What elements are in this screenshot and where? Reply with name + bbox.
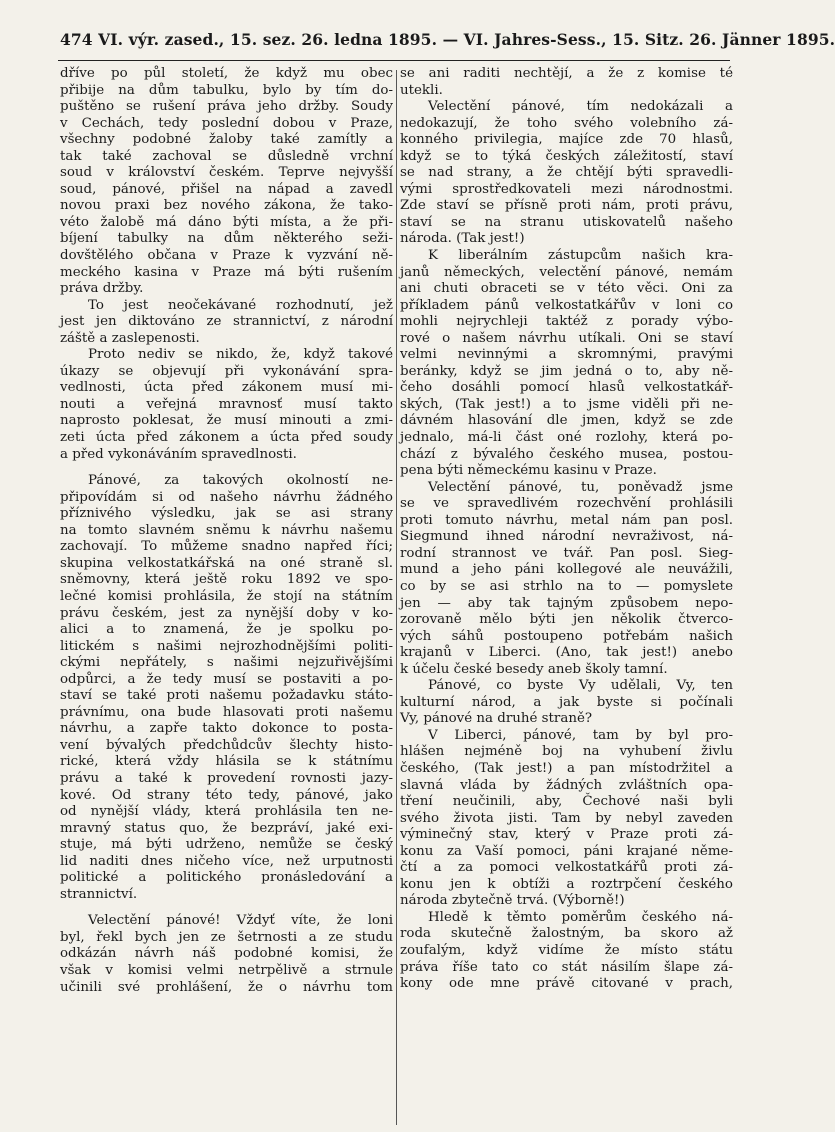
text-line: nouti a veřejná mravnosť musí takto: [60, 396, 393, 412]
text-line: vých sáhů postoupeno potřebám našich: [400, 628, 733, 644]
text-line: se nad strany, a že chtějí býti spravedli-: [400, 165, 733, 181]
text-line: byl, řekl bych jen ze šetrnosti a ze studu: [60, 929, 393, 945]
text-line: dávném hlasování dle jmen, když se zde: [400, 413, 733, 429]
text-line: když se to týká českých záležitostí, staví: [400, 148, 733, 164]
text-line: politické a politického pronásledování a: [60, 870, 393, 886]
text-line: nedokazují, že toho svého volebního zá-: [400, 115, 733, 131]
text-line: se ani raditi nechtějí, a že z komise té: [400, 66, 733, 81]
text-line: ských, (Tak jest!) a to jsme viděli při ne-: [400, 396, 733, 412]
text-line: svého života jisti. Tam by nebyl zaveden: [400, 810, 733, 826]
text-line: ani chuti obraceti se v této věci. Oni za: [400, 281, 733, 297]
text-line: hlášen nejméně boj na vyhubení živlu: [400, 744, 733, 760]
text-line: učinili své prohlášení, že o návrhu tom: [60, 979, 393, 995]
text-line: co by se asi strhlo na to — pomyslete: [400, 578, 733, 594]
text-line: bíjení tabulky na dům některého seži-: [60, 231, 393, 247]
text-line: Hledě k těmto poměrům českého ná-: [428, 909, 733, 925]
text-line: Vy, pánové na druhé straně?: [400, 711, 593, 727]
text-line: odkázán návrh náš podobné komisi, že: [60, 946, 393, 962]
text-line: práva držby.: [60, 281, 144, 297]
text-line: alici a to znamená, že je spolku po-: [60, 622, 393, 638]
text-line: lid naditi dnes ničeho více, než urputnosti: [60, 853, 393, 869]
text-line: beránky, když se jim jedná o to, aby ně-: [400, 363, 733, 379]
text-line: v Cechách, tedy poslední dobou v Praze,: [60, 115, 393, 131]
text-line: ckými nepřátely, s našimi nejzuřivějšími: [60, 655, 393, 671]
text-line: připovídám si od našeho návrhu žádného: [60, 489, 393, 505]
text-line: proti tomuto návrhu, metal nám pan posl.: [400, 512, 733, 528]
text-line: dříve po půl století, že když mu obec: [60, 66, 393, 81]
text-line: odpůrci, a že tedy musí se postaviti a po-: [60, 671, 393, 687]
text-line: zeti úcta před zákonem a úcta před soudy: [60, 430, 393, 446]
text-line: mohli nejrychleji taktéž z porady výbo-: [400, 314, 733, 330]
right-column: [400, 66, 733, 1126]
text-line: vedlnosti, úcta před zákonem musí mi-: [60, 380, 393, 396]
text-line: meckého kasina v Praze má býti rušením: [60, 264, 393, 280]
text-line: zoufalým, když vidíme že místo státu: [400, 942, 733, 958]
text-line: práva říše tato co stát násilím šlape zá-: [400, 959, 733, 975]
text-line: K liberálním zástupcům našich kra-: [428, 248, 733, 264]
text-line: naprosto poklesat, že musí minouti a zmi-: [60, 413, 393, 429]
text-line: chází z bývalého českého musea, postou-: [400, 446, 733, 462]
text-line: národa. (Tak jest!): [400, 231, 525, 247]
text-line: příkladem pánů velkostatkářův v loni co: [400, 297, 733, 313]
text-line: soud v království českém. Teprve nejvyšší: [60, 165, 393, 181]
paragraph-gap: [60, 903, 393, 913]
text-line: Pánové, co byste Vy udělali, Vy, ten: [428, 678, 733, 694]
text-line: čeho dosáhli pomocí hlasů velkostatkář-: [400, 380, 733, 396]
text-line: od nynější vlády, která prohlásila ten ne-: [60, 804, 393, 820]
text-line: záště a zaslepenosti.: [60, 330, 200, 346]
text-line: roda skutečně žalostným, ba skoro až: [400, 926, 733, 942]
left-column: [60, 66, 393, 1126]
header-rule: [58, 60, 730, 61]
text-line: mund a jeho páni kollegové ale neuvážili,: [400, 562, 733, 578]
text-line: právu a také k provedení rovnosti jazy-: [60, 770, 393, 786]
text-line: Pánové, za takových okolností ne-: [88, 473, 393, 489]
text-line: velmi nevinnými a skromnými, pravými: [400, 347, 733, 363]
text-line: na tomto slavném sněmu k návrhu našemu: [60, 522, 393, 538]
text-line: pena býti německému kasinu v Praze.: [400, 463, 657, 479]
text-line: janů německých, velectění pánové, nemám: [400, 264, 733, 280]
text-line: však v komisi velmi netrpělivě a strnule: [60, 962, 393, 978]
text-line: Zde staví se přísně proti nám, proti právu,: [400, 198, 733, 214]
text-line: vými sprostředkovateli mezi národnostmi.: [400, 181, 733, 197]
text-line: slavná vláda by žádných zvláštních opa-: [400, 777, 733, 793]
page-header: 474 VI. výr. zased., 15. sez. 26. ledna 1895. — VI. Jahres-Sess., 15. Sitz. 26. Jänner 1895.: [60, 30, 835, 49]
text-line: čtí a za pomoci velkostatkářů proti zá-: [400, 860, 733, 876]
text-line: staví se také proti našemu požadavku státo-: [60, 688, 393, 704]
paragraph-gap: [60, 463, 393, 473]
text-line: všechny podobné žaloby také zamítly a: [60, 132, 393, 148]
text-line: právu českém, jest za nynější doby v ko-: [60, 605, 393, 621]
text-line: tření neučinili, aby, Čechové naši byli: [400, 794, 733, 810]
column-divider: [396, 70, 397, 1125]
text-line: se ve spravedlivém rozechvění prohlásili: [400, 496, 733, 512]
text-line: právnímu, ona bude hlasovati proti našemu: [60, 704, 393, 720]
text-line: véto žalobě má dáno býti místa, a že při-: [60, 214, 393, 230]
text-line: kové. Od strany této tedy, pánové, jako: [60, 787, 393, 803]
text-line: konu za Vaší pomoci, páni krajané něme-: [400, 843, 733, 859]
text-line: jen — aby tak tajným způsobem nepo-: [400, 595, 733, 611]
text-line: tak také zachoval se důsledně vrchní: [60, 148, 393, 164]
text-line: Velectění pánové! Vždyť víte, že loni: [88, 913, 393, 929]
text-line: utekli.: [400, 82, 443, 98]
text-line: jest jen diktováno ze strannictví, z národní: [60, 314, 393, 330]
text-line: staví se na stranu utiskovatelů našeho: [400, 214, 733, 230]
text-line: a před vykonáváním spravedlnosti.: [60, 446, 297, 462]
text-line: českého, (Tak jest!) a pan místodržitel a: [400, 760, 733, 776]
text-line: konu jen k obtíži a roztrpčení českého: [400, 876, 733, 892]
text-line: puštěno se rušení práva jeho držby. Soudy: [60, 99, 393, 115]
text-line: národa zbytečně trvá. (Výborně!): [400, 893, 625, 909]
text-line: přibije na dům tabulku, bylo by tím do-: [60, 82, 393, 98]
text-line: jednalo, má-li část oné rozlohy, která po-: [400, 430, 733, 446]
text-line: novou praxi bez nového zákona, že tako-: [60, 198, 393, 214]
text-line: skupina velkostatkářská na oné straně sl.: [60, 555, 393, 571]
text-line: soud, pánové, přišel na nápad a zavedl: [60, 181, 393, 197]
text-line: mravný status quo, že bezpráví, jaké exi-: [60, 820, 393, 836]
text-line: strannictví.: [60, 886, 138, 902]
text-line: kulturní národ, a jak byste si počínali: [400, 694, 733, 710]
text-line: To jest neočekávané rozhodnutí, jež: [88, 297, 393, 313]
text-line: Velectění pánové, tím nedokázali a: [428, 99, 733, 115]
text-line: k účelu české besedy aneb školy tamní.: [400, 661, 668, 677]
text-line: dovštělého občana v Praze k vyzvání ně-: [60, 248, 393, 264]
text-line: zorovaně mělo býti jen několik čtverco-: [400, 612, 733, 628]
text-line: lečné komisi prohlásila, že stojí na státním: [60, 588, 393, 604]
text-line: Proto nediv se nikdo, že, když takové: [88, 347, 393, 363]
text-line: návrhu, a zapře takto dokonce to posta-: [60, 721, 393, 737]
text-line: výminečný stav, který v Praze proti zá-: [400, 827, 733, 843]
text-line: rické, která vždy hlásila se k státnímu: [60, 754, 393, 770]
text-line: sněmovny, která ještě roku 1892 ve spo-: [60, 572, 393, 588]
text-line: konného privilegia, majíce zde 70 hlasů,: [400, 132, 733, 148]
text-line: litickém s našimi nejrozhodnějšími politi-: [60, 638, 393, 654]
text-line: rové o našem návrhu utíkali. Oni se staví: [400, 330, 733, 346]
text-line: příznivého výsledku, jak se asi strany: [60, 506, 393, 522]
text-line: vení bývalých předchůdcův šlechty histo-: [60, 737, 393, 753]
text-line: zachovají. To můžeme snadno napřed říci;: [60, 539, 393, 555]
text-line: úkazy se objevují při vykonávání spra-: [60, 363, 393, 379]
text-line: stuje, má býti udrženo, nemůže se český: [60, 837, 393, 853]
text-line: Velectění pánové, tu, poněvadž jsme: [428, 479, 733, 495]
text-line: rodní strannost ve tvář. Pan posl. Sieg-: [400, 545, 733, 561]
text-line: V Liberci, pánové, tam by byl pro-: [428, 727, 733, 743]
text-line: krajanů v Liberci. (Ano, tak jest!) anebo: [400, 645, 733, 661]
text-line: Siegmund ihned národní nevraživost, ná-: [400, 529, 733, 545]
text-line: kony ode mne právě citované v prach,: [400, 976, 733, 992]
